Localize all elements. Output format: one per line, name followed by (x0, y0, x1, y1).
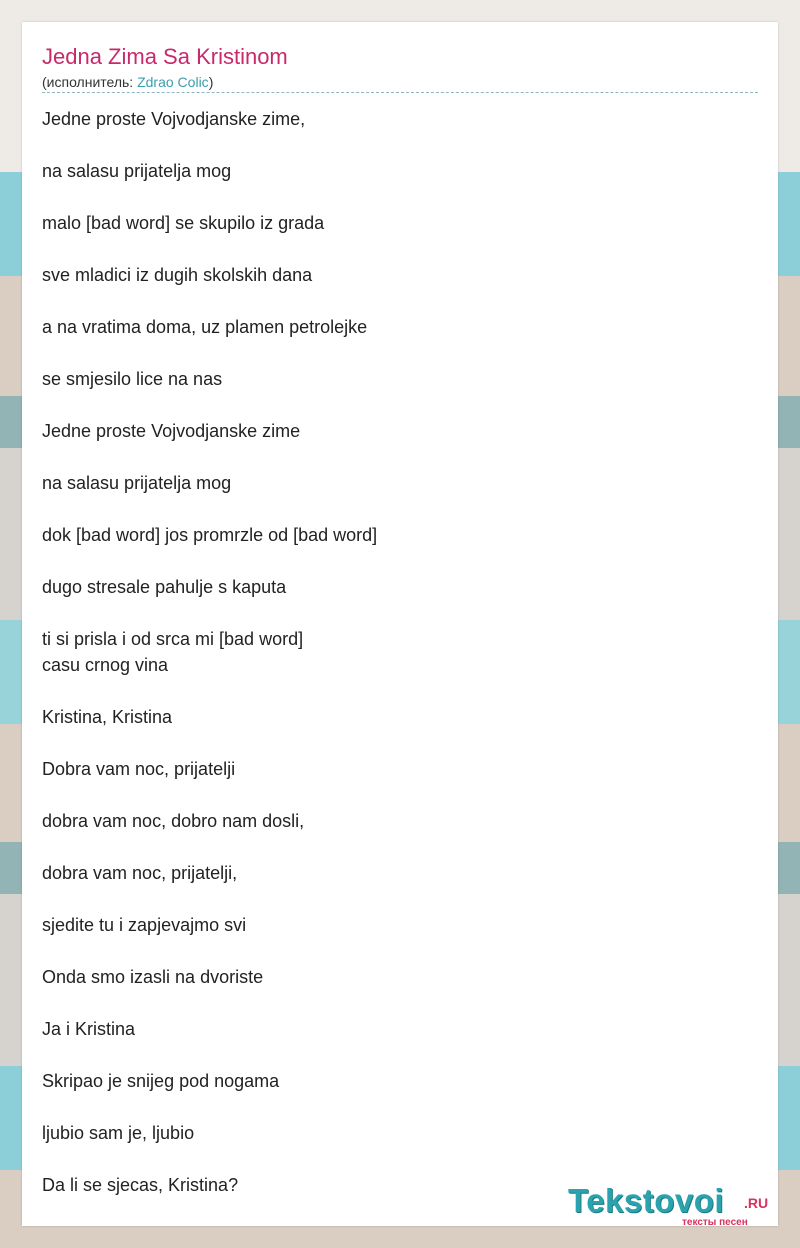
lyric-line: sjedite tu i zapjevajmo svi (42, 915, 247, 935)
lyric-stanza (42, 1068, 758, 1094)
logo-name: Tekstovoi (568, 1182, 725, 1219)
lyrics-text (42, 106, 758, 1224)
lyric-line: na salasu prijatelja mog (42, 161, 232, 181)
lyric-stanza (42, 704, 758, 730)
lyric-stanza (42, 210, 758, 236)
lyric-line: ti si prisla i od srca mi [bad word] (42, 629, 304, 649)
lyric-stanza (42, 574, 758, 600)
logo-tld: .RU (744, 1195, 769, 1211)
lyric-line: dok [bad word] jos promrzle od [bad word] (42, 525, 378, 545)
lyric-line: na salasu prijatelja mog (42, 473, 232, 493)
artist-prefix: (исполнитель: (42, 74, 138, 90)
lyric-line: ljubio sam je, ljubio (42, 1123, 195, 1143)
lyric-line: Jedne proste Vojvodjanske zime, (42, 109, 306, 129)
lyric-stanza (42, 106, 758, 132)
lyric-line: malo [bad word] se skupilo iz grada (42, 213, 325, 233)
song-title: Jedna Zima Sa Kristinom (42, 44, 288, 69)
lyric-line: Skripao je snijeg pod nogama (42, 1071, 280, 1091)
lyrics-card (22, 22, 778, 1226)
lyric-stanza (42, 1120, 758, 1146)
lyric-line: Jedne proste Vojvodjanske zime (42, 421, 301, 441)
site-logo[interactable] (568, 1182, 778, 1228)
lyric-stanza (42, 808, 758, 834)
lyric-line: dobra vam noc, dobro nam dosli, (42, 811, 305, 831)
title-divider (42, 92, 758, 93)
artist-suffix: ) (208, 74, 214, 90)
lyric-line: dobra vam noc, prijatelji, (42, 863, 238, 883)
lyric-stanza (42, 1016, 758, 1042)
lyric-line: se smjesilo lice na nas (42, 369, 223, 389)
lyric-line: dugo stresale pahulje s kaputa (42, 577, 287, 597)
lyric-stanza (42, 964, 758, 990)
lyric-line: Kristina, Kristina (42, 707, 173, 727)
lyric-stanza (42, 860, 758, 886)
lyric-stanza (42, 912, 758, 938)
lyric-line: Da li se sjecas, Kristina? (42, 1175, 239, 1195)
lyric-line: sve mladici iz dugih skolskih dana (42, 265, 313, 285)
lyric-stanza (42, 626, 758, 678)
lyric-line: Onda smo izasli na dvoriste (42, 967, 264, 987)
lyric-line: Ja i Kristina (42, 1019, 136, 1039)
lyric-stanza (42, 262, 758, 288)
lyric-stanza (42, 522, 758, 548)
lyric-line: casu crnog vina (42, 655, 169, 675)
lyric-stanza (42, 314, 758, 340)
lyric-stanza (42, 470, 758, 496)
logo-tagline: тексты песен (682, 1217, 748, 1228)
artist-line (42, 74, 213, 90)
artist-link[interactable]: Zdrao Colic (137, 74, 209, 90)
lyric-stanza (42, 418, 758, 444)
lyric-line: a na vratima doma, uz plamen petrolejke (42, 317, 368, 337)
lyric-stanza (42, 158, 758, 184)
lyric-stanza (42, 366, 758, 392)
lyric-stanza (42, 756, 758, 782)
lyric-line: Dobra vam noc, prijatelji (42, 759, 236, 779)
